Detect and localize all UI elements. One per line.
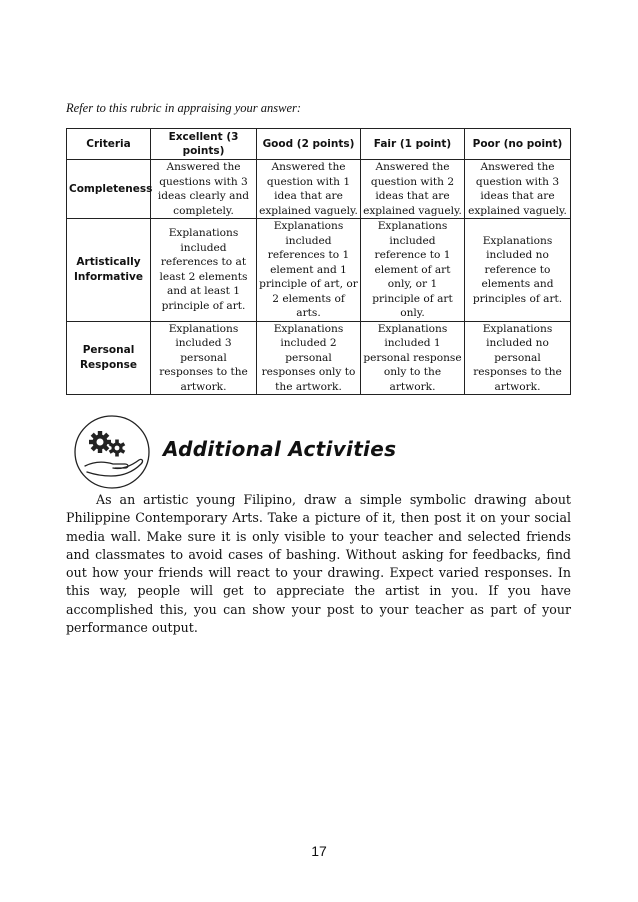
header-good: Good (2 points) bbox=[257, 129, 361, 160]
rubric-table bbox=[66, 128, 571, 395]
table-cell: Answered the question with 1 idea that are explained vaguely. bbox=[257, 160, 361, 219]
gears-in-hand-icon bbox=[73, 414, 151, 490]
header-criteria: Criteria bbox=[67, 129, 151, 160]
section-title: Additional Activities bbox=[163, 437, 397, 461]
table-cell: Answered the question with 2 ideas that are explained vaguely. bbox=[361, 160, 465, 219]
rubric-intro: Refer to this rubric in appraising your answer: bbox=[66, 101, 302, 115]
page-number: 17 bbox=[311, 843, 327, 859]
criteria-cell: Completeness bbox=[67, 160, 151, 219]
table-row bbox=[67, 219, 571, 322]
table-cell: Explanations included no reference to elements and principles of art. bbox=[465, 219, 571, 322]
table-cell: Explanations included no personal responses to the artwork. bbox=[465, 321, 571, 395]
table-cell: Explanations included references to at least 2 elements and at least 1 principle of art. bbox=[151, 219, 257, 322]
activity-paragraph: As an artistic young Filipino, draw a simple symbolic drawing about Philippine Contemporary Arts. Take a picture of it, then post it on your social media wall. Make sure it is only visible to your teacher and selected friends and classmates to avoid cases of bashing. Without asking for feedbacks, find out how your friends will react to your drawing. Expect varied responses. In this way, people will get to appreciate the artist in you. If you have accomplished this, you can show your post to your teacher as part of your performance output. bbox=[66, 492, 571, 636]
table-cell: Explanations included 3 personal responses to the artwork. bbox=[151, 321, 257, 395]
table-cell: Explanations included reference to 1 element of art only, or 1 principle of art only. bbox=[361, 219, 465, 322]
table-cell: Explanations included 1 personal response only to the artwork. bbox=[361, 321, 465, 395]
header-fair: Fair (1 point) bbox=[361, 129, 465, 160]
table-cell: Answered the questions with 3 ideas clearly and completely. bbox=[151, 160, 257, 219]
criteria-cell: Personal Response bbox=[67, 321, 151, 395]
table-row bbox=[67, 321, 571, 395]
header-poor: Poor (no point) bbox=[465, 129, 571, 160]
criteria-cell: Artistically Informative bbox=[67, 219, 151, 322]
table-row bbox=[67, 160, 571, 219]
table-cell: Explanations included 2 personal responses only to the artwork. bbox=[257, 321, 361, 395]
rubric-header-row bbox=[67, 129, 571, 160]
header-excellent: Excellent (3 points) bbox=[151, 129, 257, 160]
table-cell: Explanations included references to 1 element and 1 principle of art, or 2 elements of arts. bbox=[257, 219, 361, 322]
table-cell: Answered the question with 3 ideas that are explained vaguely. bbox=[465, 160, 571, 219]
